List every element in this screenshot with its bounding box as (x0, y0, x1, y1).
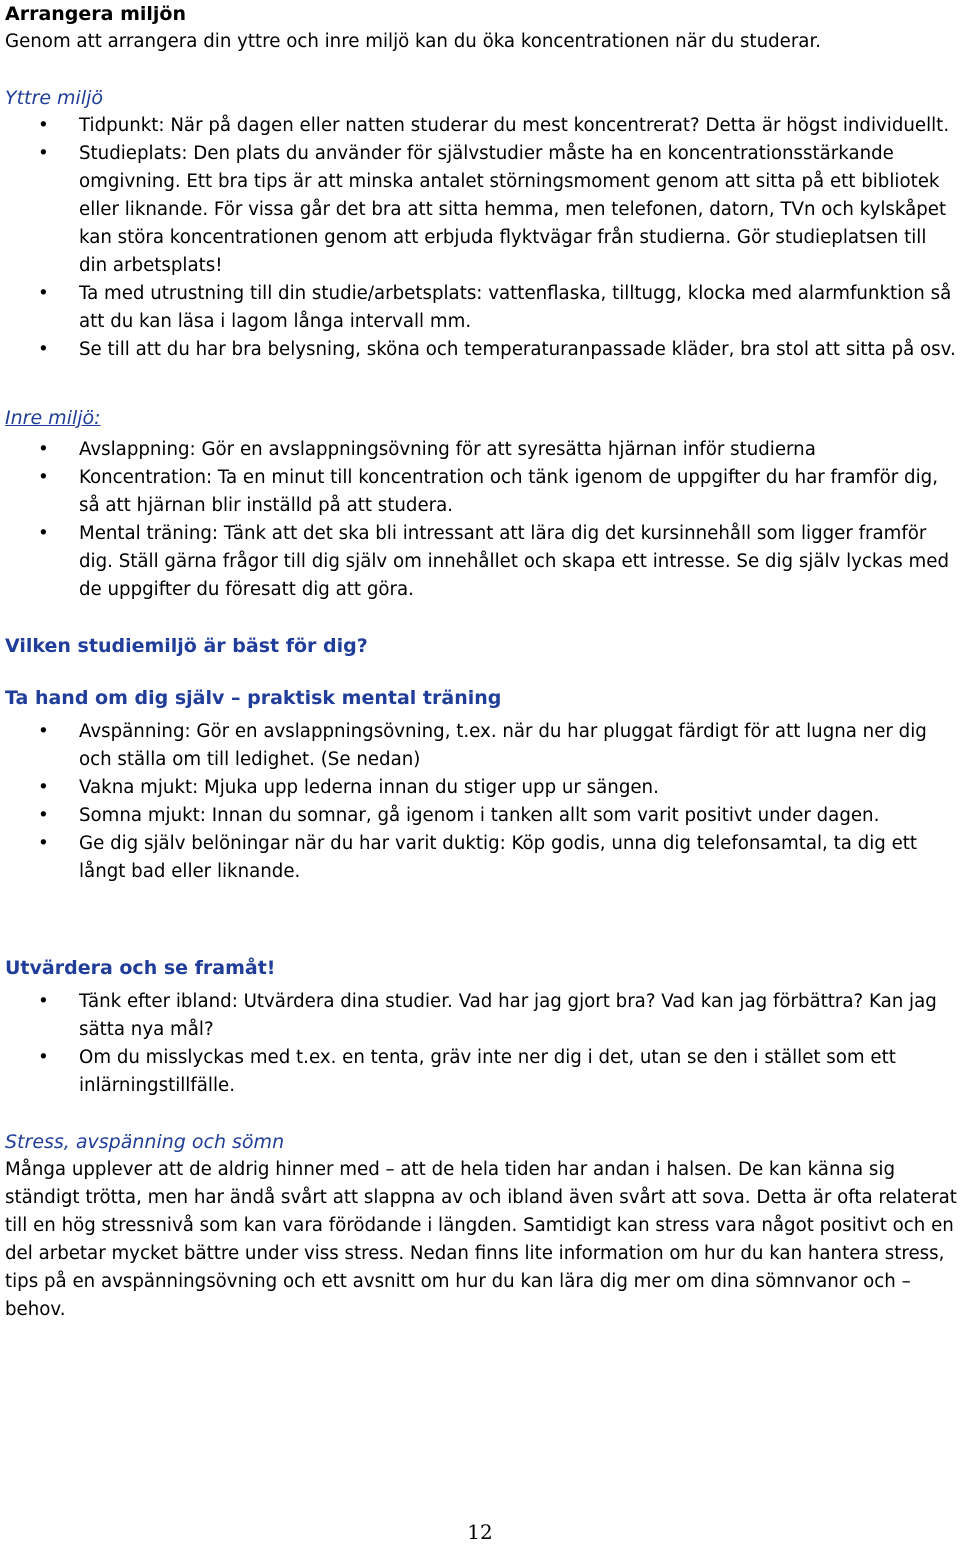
heading-vilken-studiemiljo: Vilken studiemiljö är bäst för dig? (5, 635, 368, 657)
list-item: • Avslappning: Gör en avslappningsövning för att syresätta hjärnan inför studierna (5, 436, 957, 464)
list-item: • Se till att du har bra belysning, sköna och temperaturanpassade kläder, bra stol att sitta på osv. (5, 336, 957, 364)
heading-utvardera: Utvärdera och se framåt! (5, 957, 276, 979)
heading-inre-miljo: Inre miljö: (5, 407, 101, 429)
heading-arrangera-miljon: Arrangera miljön (5, 3, 187, 25)
list-inre-miljo (5, 436, 957, 604)
list-item: • Ge dig själv belöningar när du har varit duktig: Köp godis, unna dig telefonsamtal, ta dig ett långt bad eller liknande. (5, 830, 957, 886)
heading-yttre-miljo: Yttre miljö (5, 87, 104, 109)
document-page (5, 0, 957, 1324)
list-item: • Tänk efter ibland: Utvärdera dina studier. Vad har jag gjort bra? Vad kan jag förbättra? Kan jag sätta nya mål? (5, 988, 957, 1044)
list-item: • Koncentration: Ta en minut till koncentration och tänk igenom de uppgifter du har framför dig, så att hjärnan blir inställd på att studera. (5, 464, 957, 520)
list-item: • Mental träning: Tänk att det ska bli intressant att lära dig det kursinnehåll som ligger framför dig. Ställ gärna frågor till dig själv om innehållet och skapa ett intresse. Se dig själv lyckas med de uppgifter du föresatt dig att göra. (5, 520, 957, 604)
list-item: • Om du misslyckas med t.ex. en tenta, gräv inte ner dig i det, utan se den i stället som ett inlärningstillfälle. (5, 1044, 957, 1100)
list-utvardera (5, 988, 957, 1100)
list-item: • Tidpunkt: När på dagen eller natten studerar du mest koncentrerat? Detta är högst individuellt. (5, 112, 957, 140)
list-yttre-miljo (5, 112, 957, 364)
heading-stress: Stress, avspänning och sömn (5, 1131, 285, 1153)
intro-paragraph: Genom att arrangera din yttre och inre miljö kan du öka koncentrationen när du studerar. (5, 31, 822, 52)
heading-ta-hand-om-dig-sjalv: Ta hand om dig själv – praktisk mental träning (5, 687, 502, 709)
list-item: • Somna mjukt: Innan du somnar, gå igenom i tanken allt som varit positivt under dagen. (5, 802, 957, 830)
page-number: 12 (467, 1520, 493, 1544)
list-item: • Vakna mjukt: Mjuka upp lederna innan du stiger upp ur sängen. (5, 774, 957, 802)
stress-paragraph: Många upplever att de aldrig hinner med – att de hela tiden har andan i halsen. De kan känna sig ständigt trötta, men har ändå svårt att slappna av och ibland även svårt att sova. Detta är ofta relaterat till en hög stressnivå som kan vara förödande i längden. Samtidigt kan stress vara något positivt och en del arbetar mycket bättre under viss stress. Nedan finns lite information om hur du kan hantera stress, tips på en avspänningsövning och ett avsnitt om hur du kan lära dig mer om dina sömnvanor och –behov. (5, 1159, 957, 1320)
list-item: • Avspänning: Gör en avslappningsövning, t.ex. när du har pluggat färdigt för att lugna ner dig och ställa om till ledighet. (Se nedan) (5, 718, 957, 774)
list-item: • Ta med utrustning till din studie/arbetsplats: vattenflaska, tilltugg, klocka med alarmfunktion så att du kan läsa i lagom långa intervall mm. (5, 280, 957, 336)
list-ta-hand-om-dig (5, 718, 957, 886)
list-item: • Studieplats: Den plats du använder för självstudier måste ha en koncentrationsstärkande omgivning. Ett bra tips är att minska antalet störningsmoment genom att sitta på ett bibliotek eller liknande. För vissa går det bra att sitta hemma, men telefonen, datorn, TVn och kylskåpet kan störa koncentrationen genom att erbjuda flyktvägar från studierna. Gör studieplatsen till din arbetsplats! (5, 140, 957, 280)
